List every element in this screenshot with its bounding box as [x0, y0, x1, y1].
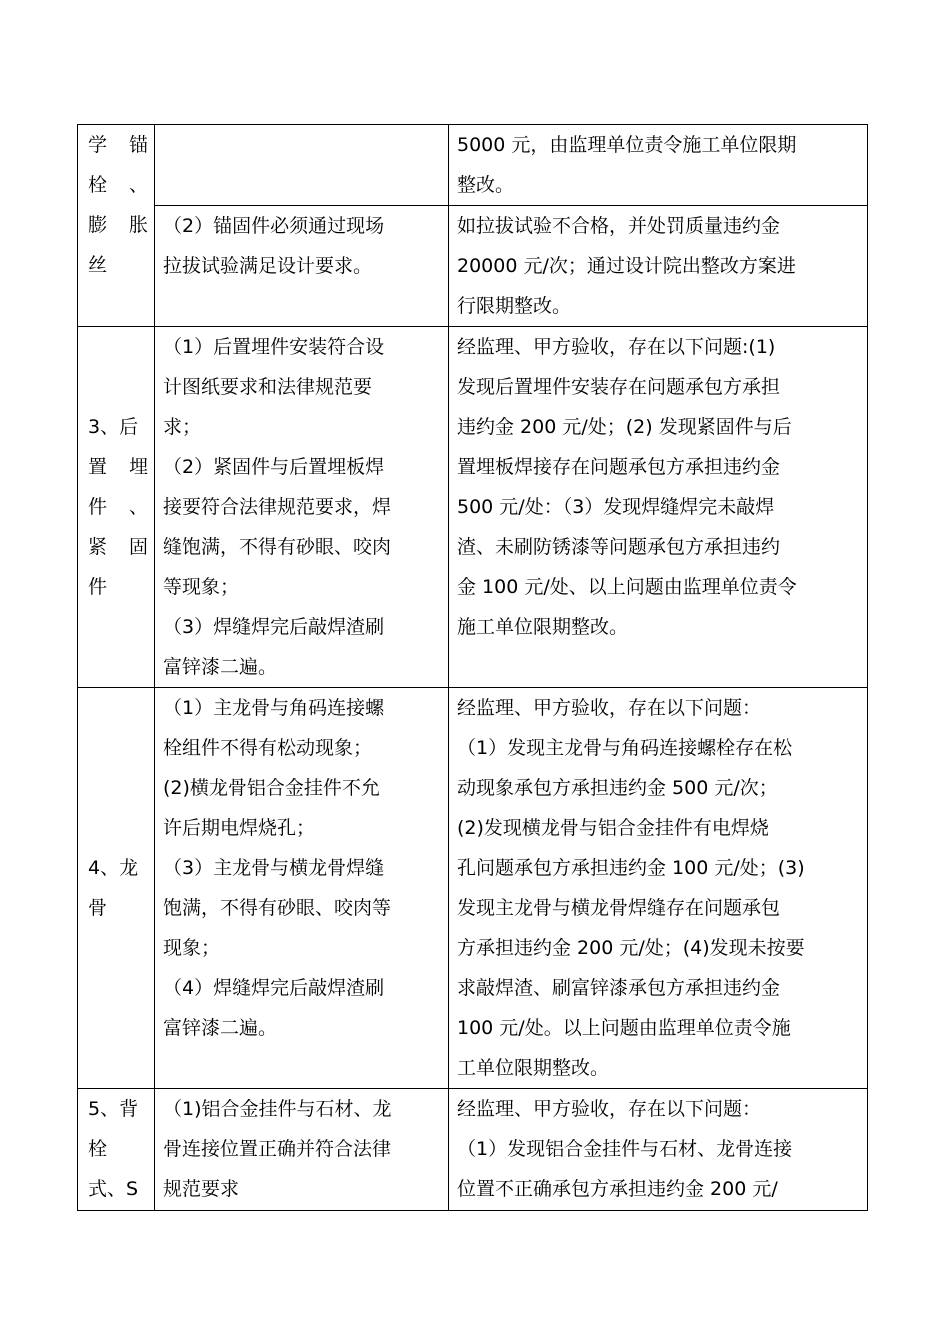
specification-table	[77, 124, 868, 1211]
cell-line: 整改。	[457, 174, 515, 196]
cell-line: 违约金 200 元/处；(2) 发现紧固件与后	[457, 416, 792, 438]
cell-line: 发现后置埋件安装存在问题承包方承担	[457, 376, 781, 398]
cell-line: 孔问题承包方承担违约金 100 元/处；(3)	[457, 857, 805, 879]
cell-line: 渣、未刷防锈漆等问题承包方承担违约	[457, 536, 781, 558]
cell-line: 100 元/处。以上问题由监理单位责令施	[457, 1017, 791, 1039]
cell-line: 骨连接位置正确并符合法律	[163, 1138, 392, 1160]
cell-line: 富锌漆二遍。	[163, 1017, 278, 1039]
cell-line: 富锌漆二遍。	[163, 656, 278, 678]
cell-line: 行限期整改。	[457, 295, 572, 317]
row3-requirement-cell	[155, 688, 449, 1089]
cell-line: （2）锚固件必须通过现场	[163, 215, 385, 237]
row2-category-cell	[78, 327, 155, 688]
cell-line: 3、后	[88, 416, 139, 438]
cell-line: 许后期电焊烧孔；	[163, 817, 316, 839]
cell-line: 施工单位限期整改。	[457, 616, 629, 638]
cell-line: 栓组件不得有松动现象；	[163, 737, 373, 759]
table-row	[78, 327, 868, 688]
cell-line: 5、背	[88, 1098, 139, 1120]
row1-requirement-cell	[155, 206, 449, 327]
row4-requirement-cell	[155, 1089, 449, 1211]
cell-line: 动现象承包方承担违约金 500 元/次；	[457, 777, 778, 799]
cell-line: 接要符合法律规范要求，焊	[163, 496, 392, 518]
table-row	[78, 206, 868, 327]
table-row	[78, 688, 868, 1089]
cell-line: 计图纸要求和法律规范要	[163, 376, 373, 398]
row1-requirement-cell-empty	[155, 125, 449, 206]
cell-line: 5000 元，由监理单位责令施工单位限期	[457, 134, 797, 156]
cell-line: 栓 、	[88, 174, 148, 196]
cell-line: （1）主龙骨与角码连接螺	[163, 697, 385, 719]
row1-category-cell	[78, 125, 155, 327]
cell-line: 位置不正确承包方承担违约金 200 元/	[457, 1178, 778, 1200]
row3-penalty-cell	[449, 688, 868, 1089]
cell-line: 500 元/处：（3）发现焊缝焊完未敲焊	[457, 496, 775, 518]
cell-line: （3）焊缝焊完后敲焊渣刷	[163, 616, 385, 638]
cell-line: 置 埋	[88, 456, 148, 478]
cell-line: 骨	[88, 897, 108, 919]
cell-line: （1）发现主龙骨与角码连接螺栓存在松	[457, 737, 793, 759]
cell-line: 件 、	[88, 496, 148, 518]
row3-category-cell	[78, 688, 155, 1089]
row1-penalty-cell-b	[449, 206, 868, 327]
cell-line: 如拉拔试验不合格，并处罚质量违约金	[457, 215, 781, 237]
cell-line: 件	[88, 576, 108, 598]
cell-line: 经监理、甲方验收，存在以下问题：	[457, 1098, 762, 1120]
table-row	[78, 1089, 868, 1211]
row1-penalty-cell-a	[449, 125, 868, 206]
cell-line: （2）紧固件与后置埋板焊	[163, 456, 385, 478]
row4-category-cell	[78, 1089, 155, 1211]
cell-line: 发现主龙骨与横龙骨焊缝存在问题承包	[457, 897, 781, 919]
cell-line: 饱满，不得有砂眼、咬肉等	[163, 897, 392, 919]
cell-line: 求敲焊渣、刷富锌漆承包方承担违约金	[457, 977, 781, 999]
cell-line: (2)发现横龙骨与铝合金挂件有电焊烧	[457, 817, 769, 839]
cell-line: 膨 胀	[88, 214, 148, 236]
cell-line: （3）主龙骨与横龙骨焊缝	[163, 857, 385, 879]
cell-line: 等现象；	[163, 576, 240, 598]
cell-line: 丝	[88, 254, 108, 276]
cell-line: 学 锚	[88, 134, 148, 156]
cell-line: 紧 固	[88, 536, 148, 558]
row2-penalty-cell	[449, 327, 868, 688]
cell-line: 栓	[88, 1138, 108, 1160]
cell-line: 求；	[163, 416, 202, 438]
cell-line: （4）焊缝焊完后敲焊渣刷	[163, 977, 385, 999]
cell-line: 金 100 元/处、以上问题由监理单位责令	[457, 576, 797, 598]
cell-line: 方承担违约金 200 元/处；(4)发现未按要	[457, 937, 805, 959]
cell-line: 拉拔试验满足设计要求。	[163, 255, 373, 277]
cell-line: 20000 元/次；通过设计院出整改方案进	[457, 255, 796, 277]
cell-line: （1）发现铝合金挂件与石材、龙骨连接	[457, 1138, 793, 1160]
cell-line: 式、S	[88, 1178, 139, 1200]
cell-line: 工单位限期整改。	[457, 1057, 610, 1079]
cell-line: 缝饱满，不得有砂眼、咬肉	[163, 536, 392, 558]
cell-line: 现象；	[163, 937, 221, 959]
cell-line: 经监理、甲方验收，存在以下问题：	[457, 697, 762, 719]
row4-penalty-cell	[449, 1089, 868, 1211]
table-row	[78, 125, 868, 206]
cell-line: 规范要求	[163, 1178, 240, 1200]
cell-line: （1）后置埋件安装符合设	[163, 336, 385, 358]
cell-line: 置埋板焊接存在问题承包方承担违约金	[457, 456, 781, 478]
cell-line: (2)横龙骨铝合金挂件不允	[163, 777, 380, 799]
row2-requirement-cell	[155, 327, 449, 688]
cell-line: （1)铝合金挂件与石材、龙	[163, 1098, 392, 1120]
cell-line: 4、龙	[88, 857, 139, 879]
cell-line: 经监理、甲方验收，存在以下问题:(1)	[457, 336, 776, 358]
